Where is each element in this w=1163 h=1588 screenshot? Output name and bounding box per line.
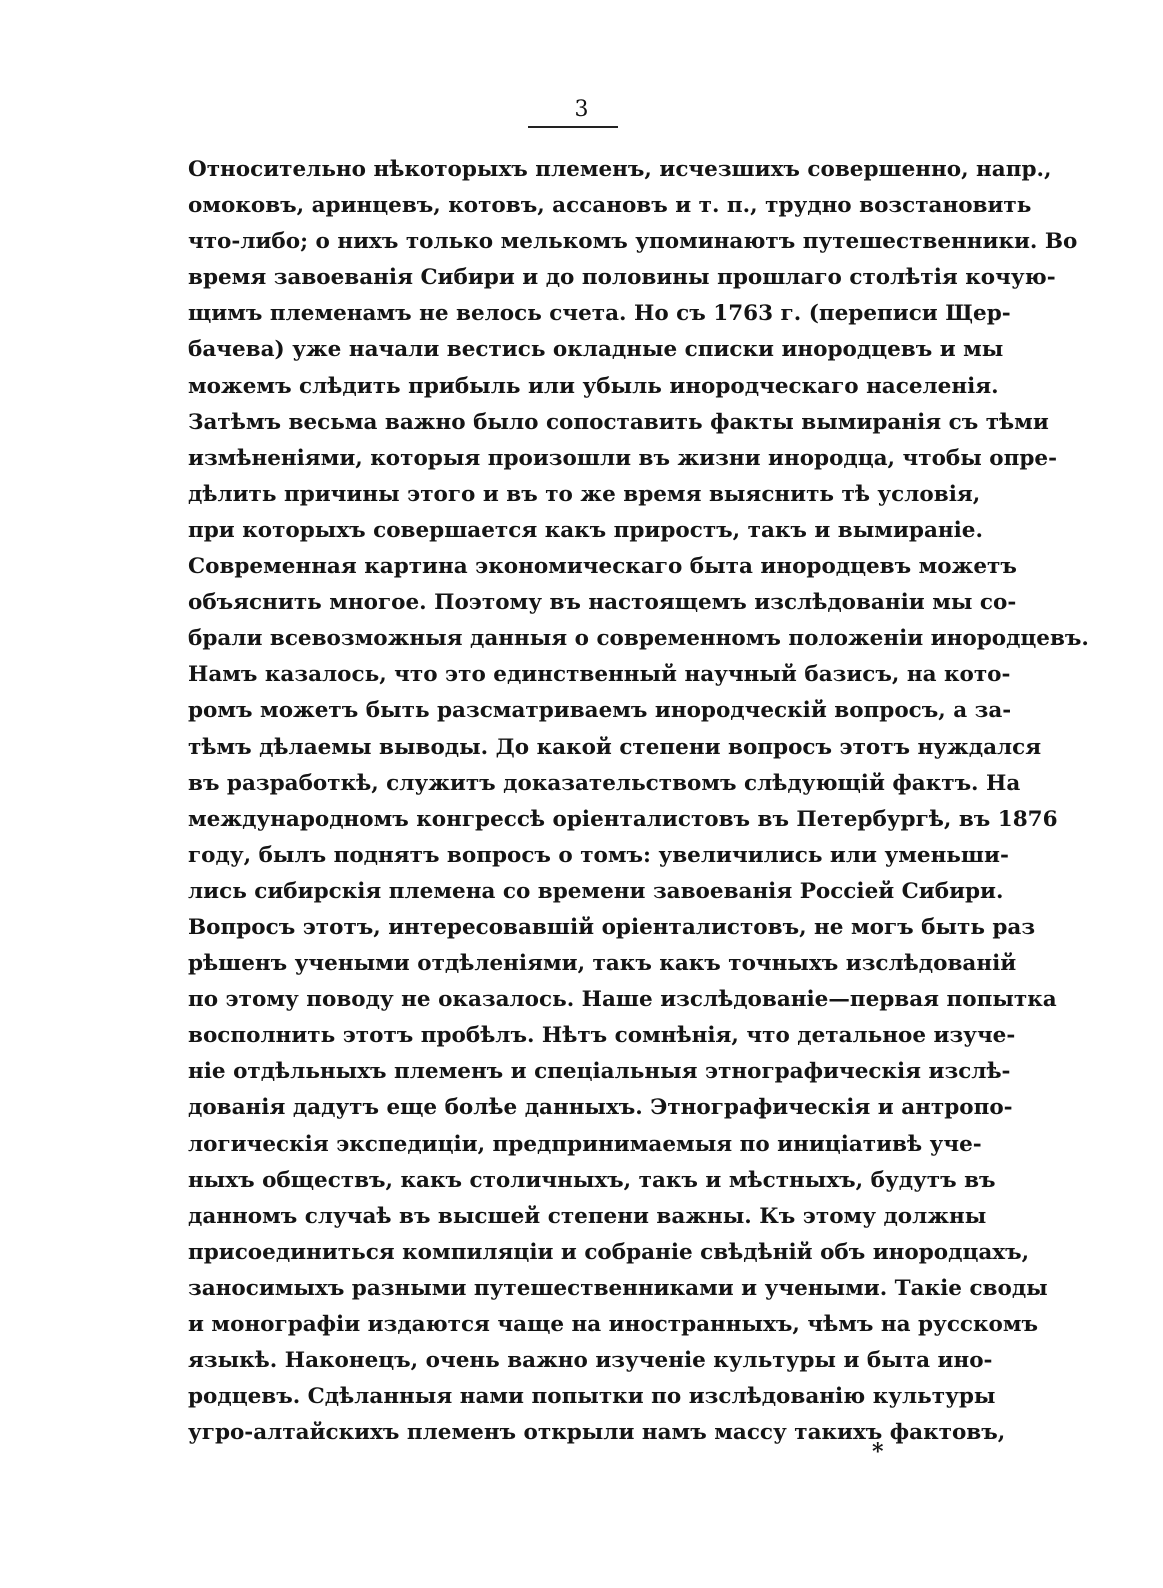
text-line: и монографіи издаются чаще на иностранныхъ, чѣмъ на русскомъ	[188, 1312, 1039, 1337]
text-line: году, былъ поднятъ вопросъ о томъ: увеличились или уменьши-	[188, 842, 1009, 868]
text-line: ныхъ обществъ, какъ столичныхъ, такъ и мѣстныхъ, будутъ въ	[188, 1167, 996, 1193]
text-line: омоковъ, аринцевъ, котовъ, ассановъ и т. п., трудно возстановить	[188, 193, 1032, 219]
text-line: брали всевозможныя данныя о современномъ положеніи инородцевъ.	[188, 626, 1089, 652]
text-line: международномъ конгрессѣ оріенталистовъ въ Петербургѣ, въ 1876	[188, 806, 1058, 832]
text-line: можемъ слѣдить прибыль или убыль инородческаго населенія.	[188, 373, 999, 399]
text-line: дѣлить причины этого и въ то же время выяснить тѣ условія,	[188, 481, 981, 507]
text-line: Вопросъ этотъ, интересовавшій оріенталистовъ, не могъ быть раз	[188, 914, 1036, 940]
text-line: ромъ можетъ быть разсматриваемъ инородческій вопросъ, а за-	[188, 698, 1012, 724]
text-line: заносимыхъ разными путешественниками и учеными. Такіе своды	[188, 1275, 1048, 1301]
text-line: ніе отдѣльныхъ племенъ и спеціальныя этнографическія изслѣ-	[188, 1059, 1011, 1085]
text-line: Современная картина экономическаго быта инородцевъ можетъ	[188, 554, 1017, 580]
body-text	[188, 152, 1089, 1451]
text-line: при которыхъ совершается какъ приростъ, такъ и вымираніе.	[188, 517, 983, 543]
page-number: 3	[574, 97, 589, 122]
text-line: Намъ казалось, что это единственный научный базисъ, на кото-	[188, 662, 1011, 688]
text-line: по этому поводу не оказалось. Наше изслѣдованіе—первая попытка	[188, 987, 1057, 1013]
text-line: время завоеванія Сибири и до половины прошлаго столѣтія кочую-	[188, 265, 1056, 291]
text-line: тѣмъ дѣлаемы выводы. До какой степени вопросъ этотъ нуждался	[188, 734, 1042, 760]
text-line: щимъ племенамъ не велось счета. Но съ 1763 г. (переписи Щер-	[188, 301, 1011, 327]
text-line: лись сибирскія племена со времени завоеванія Россіей Сибири.	[188, 878, 1004, 904]
text-line: рѣшенъ учеными отдѣленіями, такъ какъ точныхъ изслѣдованій	[188, 951, 1017, 977]
text-line: Затѣмъ весьма важно было сопоставить факты вымиранія съ тѣми	[188, 409, 1049, 435]
text-line: логическія экспедиціи, предпринимаемыя по иниціативѣ уче-	[188, 1131, 982, 1157]
text-line: родцевъ. Сдѣланныя нами попытки по изслѣдованію культуры	[188, 1384, 996, 1410]
text-line: дованія дадутъ еще болѣе данныхъ. Этнографическія и антропо-	[188, 1095, 1013, 1121]
text-line: измѣненіями, которыя произошли въ жизни инородца, чтобы опре-	[188, 445, 1058, 471]
text-line: языкѣ. Наконецъ, очень важно изученіе культуры и быта ино-	[188, 1348, 993, 1374]
text-line: что-либо; о нихъ только мелькомъ упоминаютъ путешественники. Во	[188, 229, 1078, 255]
text-line: объяснить многое. Поэтому въ настоящемъ изслѣдованіи мы со-	[188, 590, 1017, 616]
text-line: восполнить этотъ пробѣлъ. Нѣтъ сомнѣнія, что детальное изуче-	[188, 1023, 1016, 1049]
page-number-rule	[528, 126, 618, 128]
text-line: бачева) уже начали вестись окладные списки инородцевъ и мы	[188, 337, 1004, 363]
text-line: Относительно нѣкоторыхъ племенъ, исчезшихъ совершенно, напр.,	[188, 157, 1052, 182]
text-line: въ разработкѣ, служитъ доказательствомъ слѣдующій фактъ. На	[188, 770, 1021, 796]
text-line: данномъ случаѣ въ высшей степени важны. Къ этому должны	[188, 1203, 987, 1229]
text-line: угро-алтайскихъ племенъ открыли намъ массу такихъ фактовъ,	[188, 1420, 1006, 1446]
text-line: присоединиться компиляціи и собраніе свѣдѣній объ инородцахъ,	[188, 1239, 1030, 1265]
footnote-asterisk: *	[872, 1439, 884, 1465]
